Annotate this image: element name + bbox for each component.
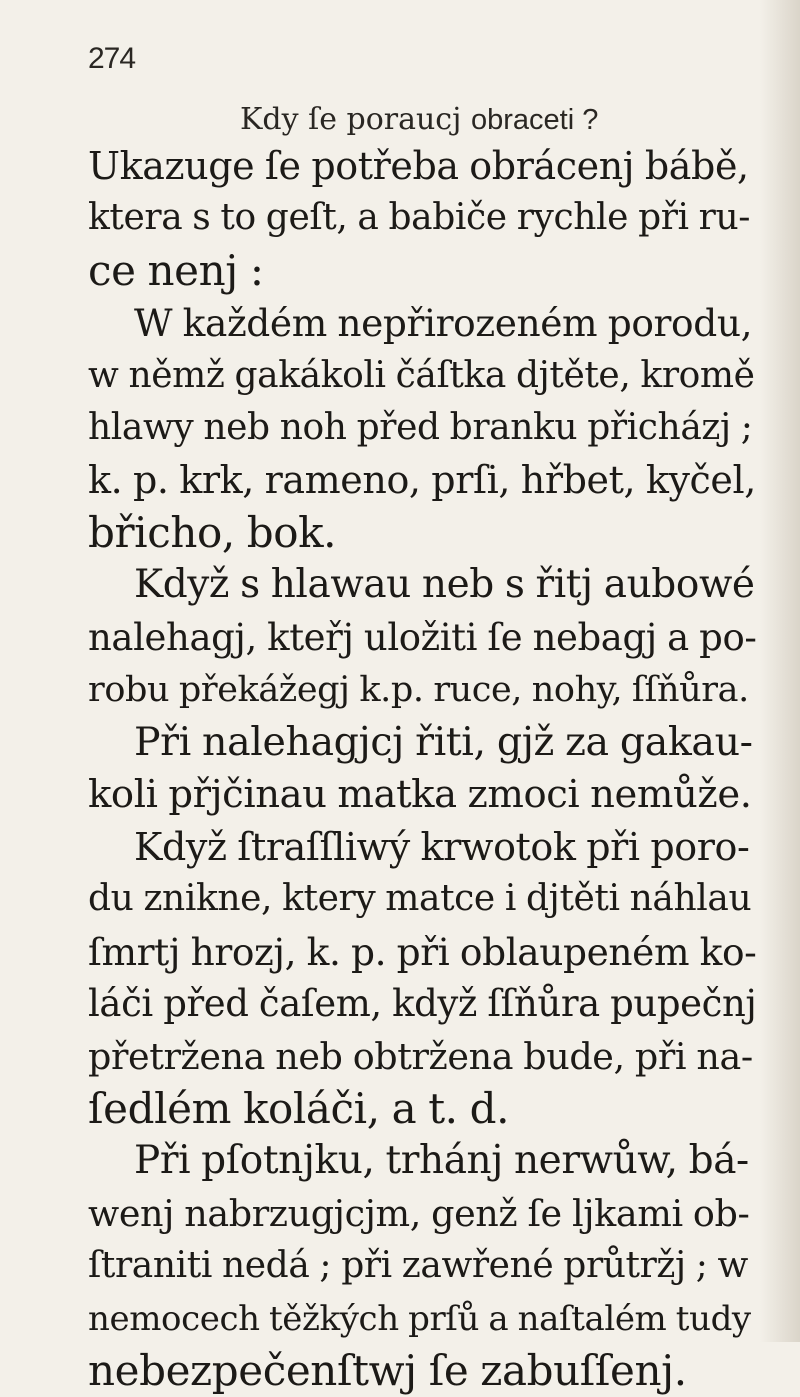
text-line: w němž gakákoli čáſtka djtěte, kromě <box>88 354 755 396</box>
text-line: Když ſtraſſliwý krwotok při poro- <box>134 825 750 870</box>
text-line: koli přjčinau matka zmoci nemůže. <box>88 771 752 817</box>
text-line: ce nenj : <box>88 245 264 295</box>
text-line: ſmrtj hrozj, k. p. při oblaupeném ko- <box>88 929 756 974</box>
text-line: k. p. krk, rameno, prſi, hřbet, kyčel, <box>88 458 756 503</box>
body-text <box>88 140 756 1397</box>
text-line: ktera s to geſt, a babiče rychle při ru- <box>88 197 751 239</box>
text-line: nemocech těžkých prſů a naſtalém tudy <box>88 1298 751 1339</box>
text-line: Když s hlawau neb s řitj aubowé <box>134 562 755 608</box>
running-head-alt: obraceti ? <box>470 104 599 136</box>
text-line: W každém nepřirozeném porodu, <box>134 301 753 346</box>
text-line: nalehagj, kteřj uložiti ſe nebagj a po- <box>88 615 756 659</box>
text-line: hlawy neb noh před branku přicházj ; <box>88 406 753 448</box>
text-line: ſtraniti nedá ; při zawřené průtržj ; w <box>88 1245 748 1287</box>
text-line: Při pſotnjku, trhánj nerwůw, bá- <box>134 1138 749 1184</box>
page-number: 274 <box>88 42 136 75</box>
text-line: Při nalehagjcj řiti, gjž za gakau- <box>134 719 753 766</box>
text-line: přetržena neb obtržena bude, při na- <box>88 1034 753 1078</box>
text-line: ſedlém koláči, a t. d. <box>88 1084 510 1134</box>
page-edge-shadow <box>760 0 800 1342</box>
text-line: láči před čaſem, když ſſňůra pupečnj <box>88 982 756 1026</box>
text-line: nebezpečenſtwj ſe zabuſſenj. <box>88 1345 687 1395</box>
text-line: robu překážegj k.p. ruce, nohy, ſſňůra. <box>88 669 749 710</box>
text-line: břicho, bok. <box>88 507 337 557</box>
text-line: wenj nabrzugjcjm, genž ſe ljkami ob- <box>88 1191 750 1235</box>
running-head-main: Kdy ſe poraucj <box>240 102 462 137</box>
text-line: du zniknе, ktery matce i djtěti náhlau <box>88 878 752 920</box>
text-line: Ukazuge ſe potřeba obrácenj bábě, <box>88 144 749 188</box>
running-head <box>240 102 598 137</box>
